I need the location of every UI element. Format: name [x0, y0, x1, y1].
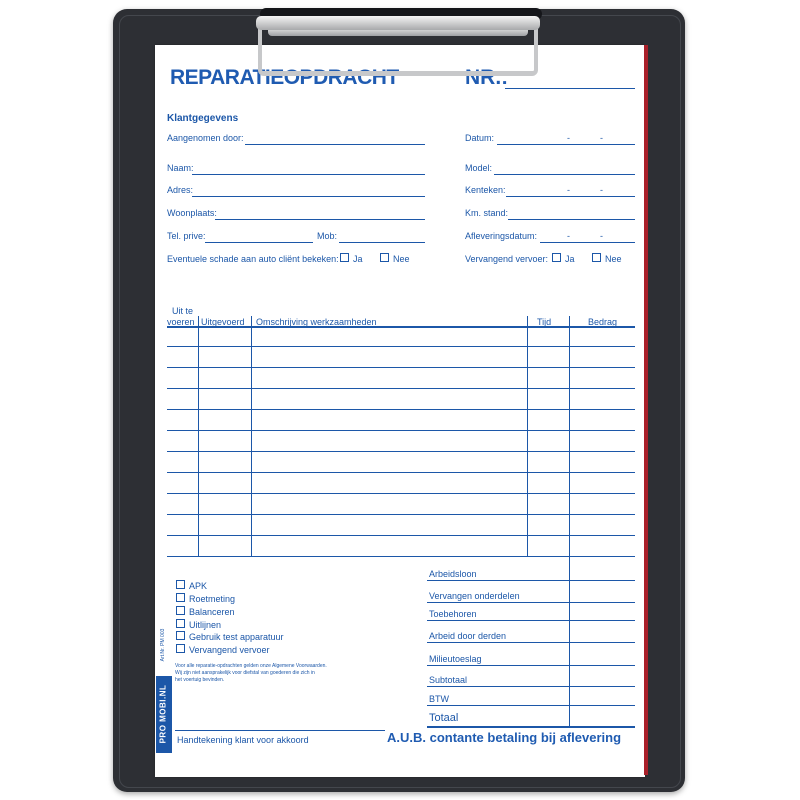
table-row-line[interactable] — [167, 409, 635, 410]
cost-label: Vervangen onderdelen — [429, 591, 520, 601]
table-row-line[interactable] — [167, 556, 635, 557]
checklist-checkbox[interactable] — [176, 593, 185, 602]
customer-section-title: Klantgegevens — [167, 113, 239, 124]
checklist-label: Balanceren — [189, 607, 235, 617]
replacement-yes-label: Ja — [565, 254, 575, 264]
table-row-line[interactable] — [167, 535, 635, 536]
field-label: Aangenomen door: — [167, 133, 244, 143]
field-line-date[interactable] — [497, 144, 635, 145]
date-separator: - — [600, 133, 603, 143]
field-line-address[interactable] — [192, 196, 425, 197]
terms-line: Wij zijn niet aansprakelijk voor diefstal van goederen die zich in — [175, 670, 315, 676]
clip-bar — [256, 16, 540, 30]
date-separator: - — [567, 231, 570, 241]
plate-separator: - — [567, 185, 570, 195]
signature-label: Handtekening klant voor akkoord — [177, 735, 309, 745]
field-label-mob: Mob: — [317, 231, 338, 241]
table-row-line[interactable] — [167, 388, 635, 389]
checklist-label: APK — [189, 581, 208, 591]
col-divider — [251, 316, 252, 557]
table-row-line[interactable] — [167, 367, 635, 368]
replacement-no-checkbox[interactable] — [592, 253, 601, 262]
field-line-name[interactable] — [192, 174, 425, 175]
damage-no-checkbox[interactable] — [380, 253, 389, 262]
replacement-no-label: Nee — [605, 254, 622, 264]
field-line-phone[interactable] — [205, 242, 313, 243]
brand-logo-text: PRO MOBI.NL — [158, 684, 168, 744]
cost-line[interactable] — [427, 665, 635, 666]
damage-question: Eventuele schade aan auto cliënt bekeken: — [167, 254, 339, 264]
payment-note: A.U.B. contante betaling bij aflevering — [387, 730, 622, 745]
field-label: Afleveringsdatum: — [465, 231, 538, 241]
cost-line[interactable] — [427, 705, 635, 706]
article-number: Art.Nr. PM 003 — [160, 628, 166, 662]
checklist-checkbox[interactable] — [176, 619, 185, 628]
field-line-received-by[interactable] — [245, 144, 425, 145]
table-row-line[interactable] — [167, 451, 635, 452]
date-separator: - — [600, 231, 603, 241]
replacement-question: Vervangend vervoer: — [465, 254, 549, 264]
checklist-checkbox[interactable] — [176, 631, 185, 640]
cost-line[interactable] — [427, 580, 635, 581]
field-label: Datum: — [465, 133, 495, 143]
cost-label: Milieutoeslag — [429, 654, 482, 664]
sheet-edge — [644, 45, 648, 775]
col-header-description: Omschrijving werkzaamheden — [256, 317, 377, 327]
table-row-line[interactable] — [167, 493, 635, 494]
col-divider — [527, 316, 528, 557]
col-divider — [198, 316, 199, 557]
cost-label: Subtotaal — [429, 675, 468, 685]
col-header-to-do-line2: voeren — [167, 317, 195, 327]
checklist-checkbox[interactable] — [176, 644, 185, 653]
table-header-rule — [167, 326, 635, 328]
field-label: Adres: — [167, 185, 194, 195]
table-row-line[interactable] — [167, 346, 635, 347]
col-header-amount: Bedrag — [588, 317, 618, 327]
cost-label: Arbeid door derden — [429, 631, 507, 641]
date-separator: - — [567, 133, 570, 143]
signature-line[interactable] — [175, 730, 385, 731]
field-label: Kenteken: — [465, 185, 506, 195]
checklist-label: Vervangend vervoer — [189, 645, 270, 655]
cost-line[interactable] — [427, 602, 635, 603]
table-row-line[interactable] — [167, 514, 635, 515]
field-line-model[interactable] — [494, 174, 635, 175]
field-line-delivery-date[interactable] — [540, 242, 635, 243]
cost-line[interactable] — [427, 620, 635, 621]
replacement-yes-checkbox[interactable] — [552, 253, 561, 262]
damage-yes-label: Ja — [353, 254, 363, 264]
cost-line[interactable] — [427, 686, 635, 687]
damage-yes-checkbox[interactable] — [340, 253, 349, 262]
cost-total-label: Totaal — [429, 712, 459, 724]
terms-line: Voor alle reparatie-opdrachten gelden onze Algemene Voorwaarden. — [175, 663, 327, 669]
field-label: Woonplaats: — [167, 208, 217, 218]
field-line-mileage[interactable] — [508, 219, 635, 220]
form-title: REPARATIEOPDRACHT — [170, 66, 399, 89]
checklist-label: Uitlijnen — [189, 620, 222, 630]
field-line-city[interactable] — [215, 219, 425, 220]
checklist-checkbox[interactable] — [176, 606, 185, 615]
cost-label: BTW — [429, 694, 449, 704]
cost-label: Arbeidsloon — [429, 569, 477, 579]
table-row-line[interactable] — [167, 472, 635, 473]
checklist-label: Roetmeting — [189, 594, 236, 604]
field-label: Tel. prive: — [167, 231, 206, 241]
table-row-line[interactable] — [167, 430, 635, 431]
field-line-mobile[interactable] — [339, 242, 425, 243]
cost-total-line[interactable] — [427, 726, 635, 728]
col-header-to-do-line1: Uit te — [172, 306, 194, 316]
checklist-label: Gebruik test apparatuur — [189, 632, 284, 642]
checklist-checkbox[interactable] — [176, 580, 185, 589]
terms-line: het voertuig bevinden. — [175, 677, 225, 683]
order-number-label: NR.: — [465, 66, 509, 89]
order-number-line[interactable] — [505, 88, 635, 89]
cost-label: Toebehoren — [429, 609, 477, 619]
col-header-time: Tijd — [537, 317, 552, 327]
field-label: Model: — [465, 163, 493, 173]
field-line-license-plate[interactable] — [506, 196, 635, 197]
damage-no-label: Nee — [393, 254, 410, 264]
field-label: Km. stand: — [465, 208, 509, 218]
col-header-done: Uitgevoerd — [201, 317, 245, 327]
field-label: Naam: — [167, 163, 194, 173]
cost-line[interactable] — [427, 642, 635, 643]
plate-separator: - — [600, 185, 603, 195]
